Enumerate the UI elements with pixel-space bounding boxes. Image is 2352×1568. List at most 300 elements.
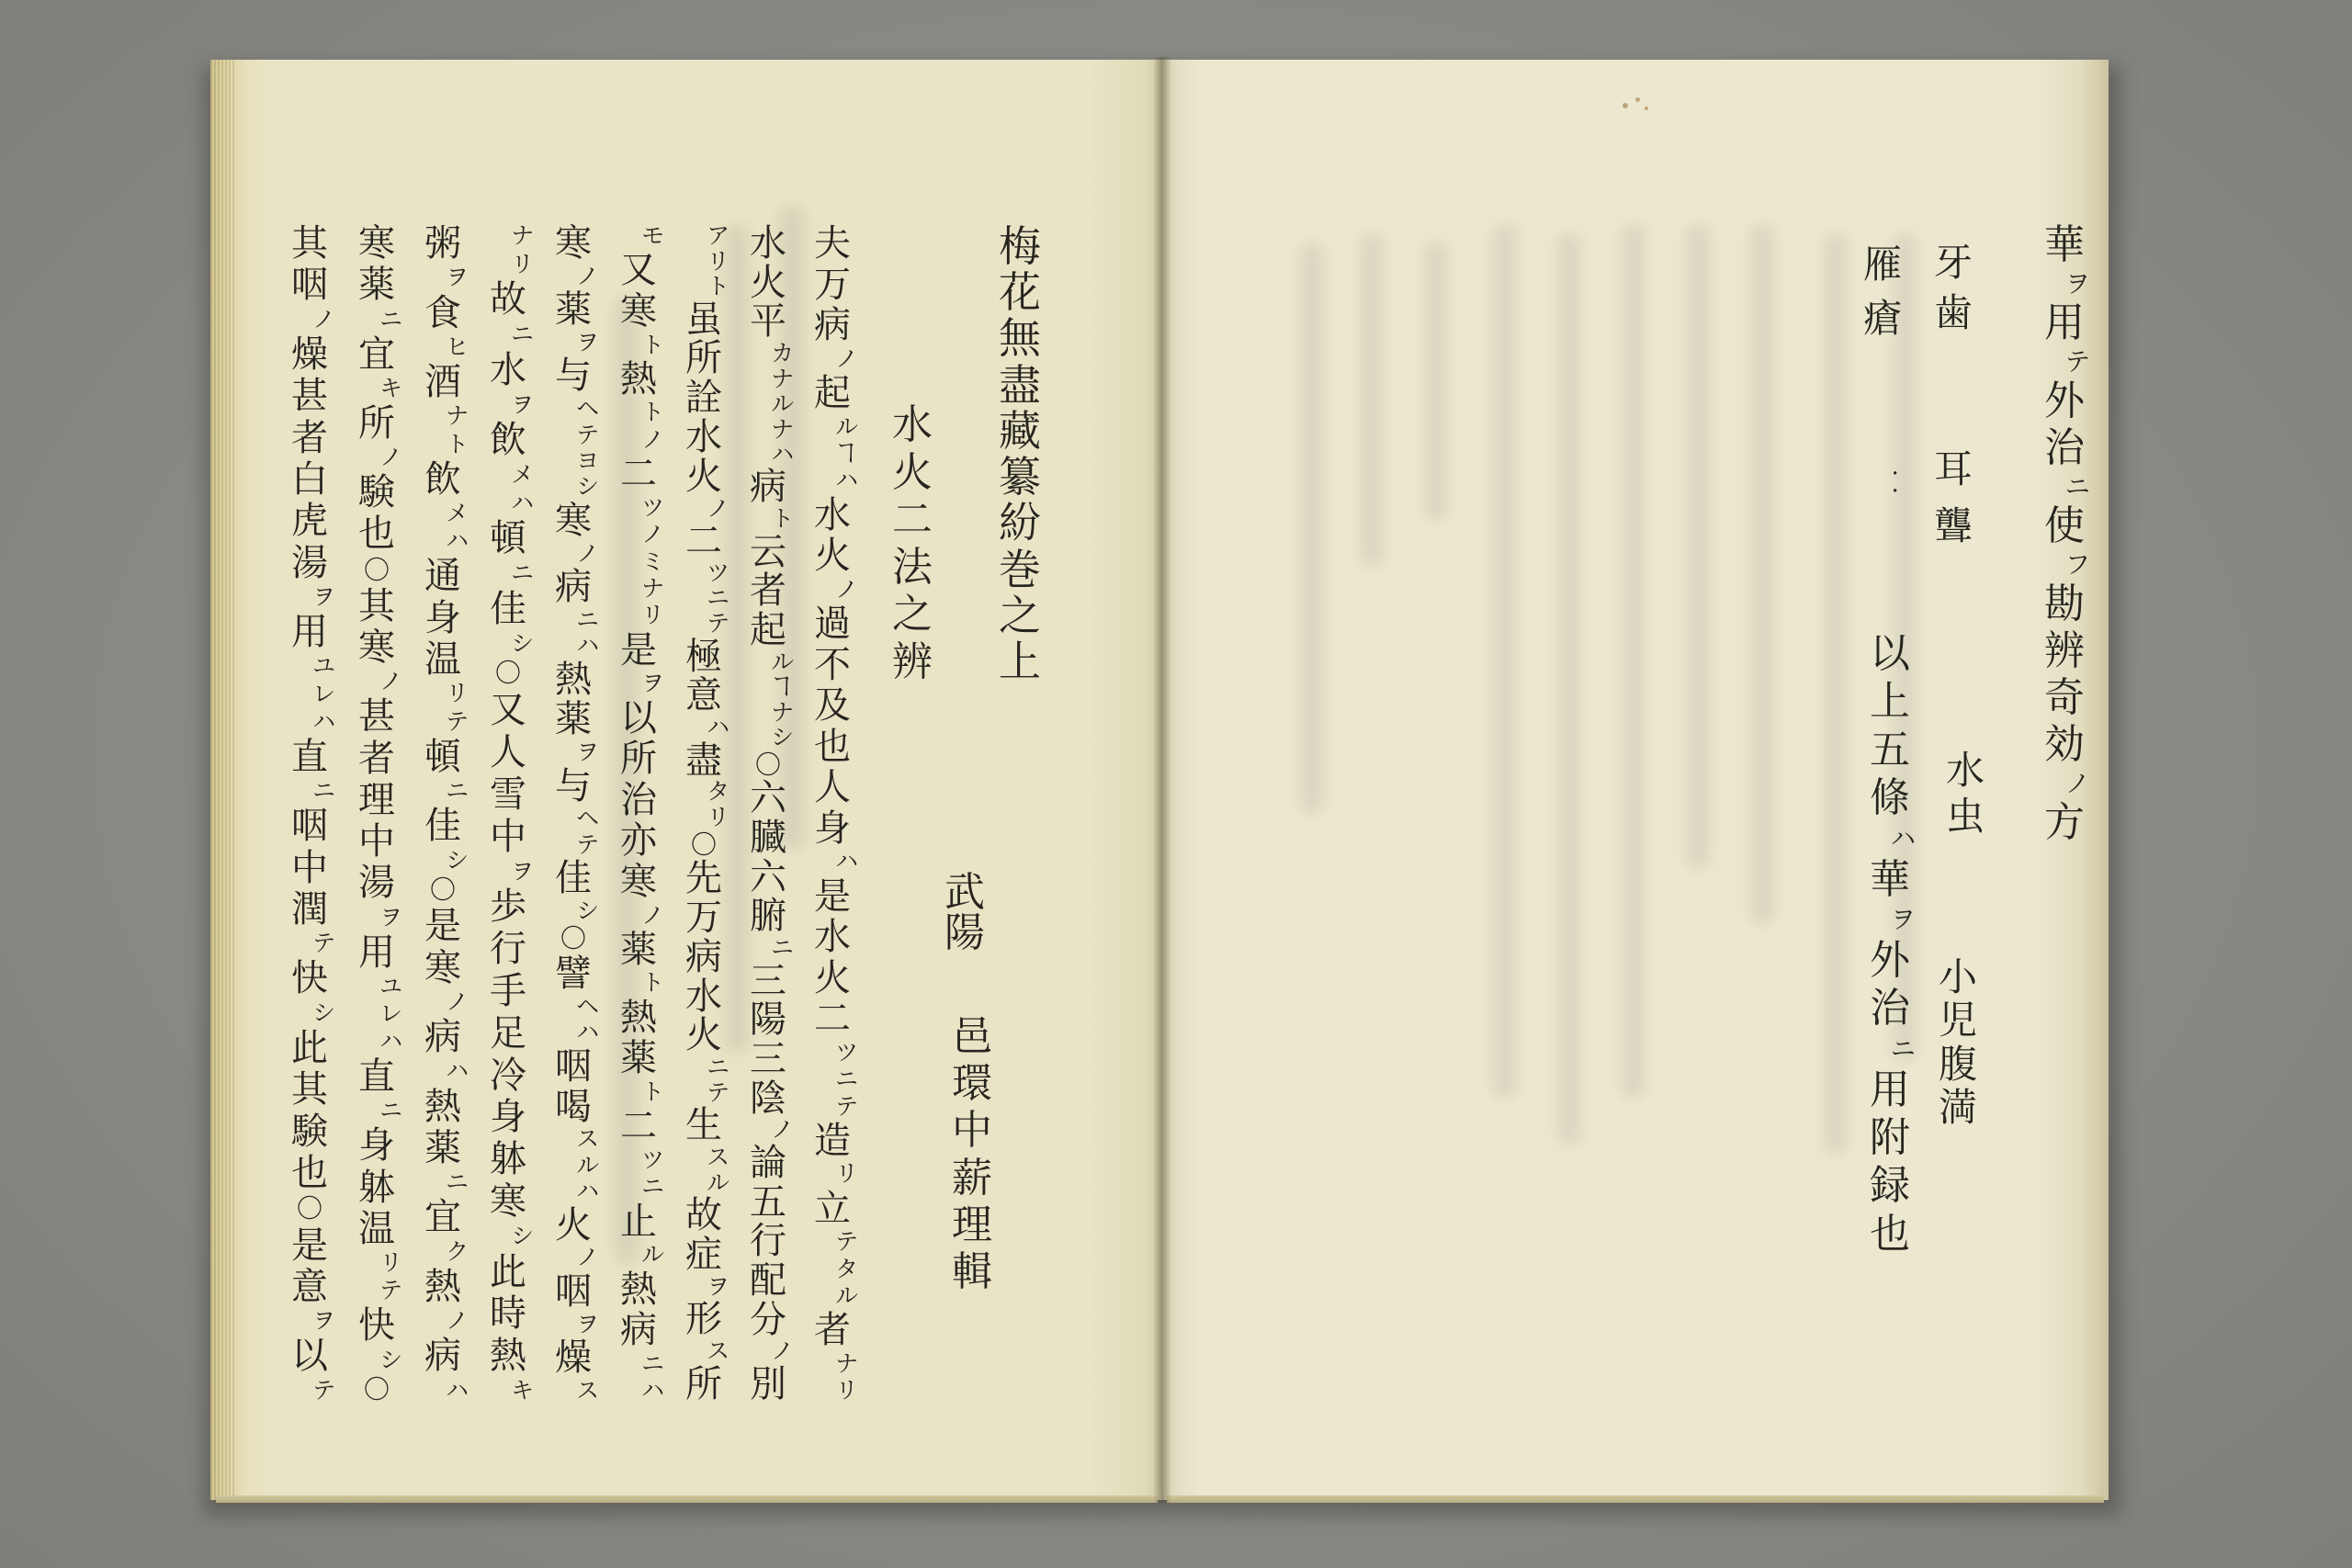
glyph: 〇 xyxy=(560,923,586,954)
glyph: 火 xyxy=(892,448,933,496)
glyph: ハ xyxy=(446,1057,469,1085)
glyph: 与 xyxy=(555,764,592,807)
contents-marks xyxy=(1849,465,1907,502)
show-through-shadow xyxy=(1493,225,1517,1098)
glyph: 形 xyxy=(685,1298,722,1341)
glyph: 〇 xyxy=(690,829,717,860)
glyph: 上 xyxy=(999,636,1041,686)
contents-item xyxy=(1924,441,1983,555)
glyph: 水 xyxy=(490,348,526,391)
glyph: 詮 xyxy=(685,377,722,420)
glyph: 飲 xyxy=(490,419,526,462)
glyph: 水 xyxy=(814,493,851,536)
glyph: ハ xyxy=(446,1376,469,1404)
glyph: タ xyxy=(835,1255,858,1282)
glyph: ヘ xyxy=(576,805,599,832)
glyph: 〇 xyxy=(363,1373,390,1404)
glyph: ノ xyxy=(446,987,469,1015)
glyph: ニ xyxy=(707,584,729,612)
glyph: 症 xyxy=(685,1233,722,1276)
body-column xyxy=(544,222,603,1404)
glyph: ナ xyxy=(771,365,794,392)
glyph: 是 xyxy=(291,1224,328,1267)
glyph: 華 xyxy=(2044,221,2085,268)
glyph: ノ xyxy=(2064,769,2090,798)
glyph: 武 xyxy=(944,869,985,916)
glyph: ヲ xyxy=(641,670,664,697)
glyph: ハ xyxy=(312,707,335,735)
glyph: 治 xyxy=(620,778,657,821)
glyph: 病 xyxy=(814,304,851,347)
glyph: 佳 xyxy=(490,587,526,630)
glyph: 立 xyxy=(814,1187,851,1230)
glyph: 佳 xyxy=(555,857,592,900)
glyph: ヿ xyxy=(835,439,858,467)
glyph: ル xyxy=(641,1241,664,1269)
glyph: 以 xyxy=(1870,630,1910,677)
show-through-shadow xyxy=(1686,225,1710,868)
glyph: 邑 xyxy=(952,1013,992,1060)
glyph: 甚 xyxy=(358,695,395,739)
glyph: 宜 xyxy=(358,333,395,376)
glyph: 躰 xyxy=(490,1138,526,1181)
glyph: ヲ xyxy=(379,903,402,931)
glyph: 熱 xyxy=(620,357,657,400)
glyph: 行 xyxy=(750,1220,786,1263)
glyph: 手 xyxy=(490,969,526,1012)
glyph: 夫 xyxy=(814,222,851,265)
glyph: 中 xyxy=(291,846,328,889)
glyph: 二 xyxy=(620,453,657,496)
glyph: ト xyxy=(641,331,664,358)
glyph: 輯 xyxy=(952,1247,992,1295)
glyph: ハ xyxy=(835,848,858,875)
glyph: 配 xyxy=(750,1258,786,1302)
glyph: 三 xyxy=(750,959,786,1002)
glyph: 雪 xyxy=(490,773,526,816)
glyph: ナ xyxy=(771,415,794,443)
show-through-shadow xyxy=(1424,243,1448,519)
glyph: 牙 xyxy=(1933,239,1973,285)
body-column xyxy=(803,222,862,1404)
glyph: 者 xyxy=(814,1309,851,1352)
glyph: 雁 xyxy=(1862,241,1902,287)
glyph: ニ xyxy=(312,777,335,805)
contents-item xyxy=(1924,237,1983,338)
glyph: ニ xyxy=(511,321,534,348)
page-bottom-edge xyxy=(216,1495,1158,1503)
author-place xyxy=(935,869,994,956)
glyph: ヲ xyxy=(707,1272,729,1300)
glyph: ス xyxy=(707,1337,729,1364)
glyph: ノ xyxy=(576,262,599,289)
glyph: ニ xyxy=(446,777,469,805)
glyph: 火 xyxy=(685,455,722,498)
glyph: 熱 xyxy=(555,658,592,701)
glyph: 二 xyxy=(814,998,851,1041)
glyph: ル xyxy=(576,1151,599,1179)
glyph: テ xyxy=(312,930,335,957)
glyph: 及 xyxy=(814,684,851,728)
body-column xyxy=(739,222,797,1405)
glyph: 所 xyxy=(685,1362,722,1405)
body-column xyxy=(479,222,537,1404)
glyph: ハ xyxy=(641,1377,664,1404)
glyph: ユ xyxy=(379,972,402,999)
glyph: 冷 xyxy=(490,1054,526,1097)
glyph: ノ xyxy=(835,344,858,372)
glyph: 火 xyxy=(814,956,851,999)
glyph: 病 xyxy=(620,1309,657,1352)
glyph: 虎 xyxy=(291,500,328,543)
glyph: ニ xyxy=(446,1168,469,1196)
glyph: 快 xyxy=(291,957,328,1000)
glyph: ハ xyxy=(707,714,729,741)
glyph: ニ xyxy=(379,305,402,333)
glyph: ハ xyxy=(446,527,469,555)
glyph: 上 xyxy=(1870,678,1910,726)
glyph: ヒ xyxy=(446,333,469,360)
glyph: シ xyxy=(446,846,469,874)
glyph: 意 xyxy=(685,674,722,717)
glyph: 咽 xyxy=(555,1044,592,1088)
glyph: 中 xyxy=(490,815,526,858)
glyph: 用 xyxy=(1870,1066,1910,1113)
glyph: 燥 xyxy=(291,333,328,376)
glyph: 二 xyxy=(892,496,933,544)
glyph: ユ xyxy=(312,652,335,680)
glyph: 中 xyxy=(358,820,395,863)
glyph: 万 xyxy=(814,263,851,306)
glyph: 喝 xyxy=(555,1085,592,1128)
glyph: 二 xyxy=(620,1105,657,1148)
glyph: 虫 xyxy=(1945,794,1984,839)
glyph: 也 xyxy=(814,725,851,768)
glyph: フ xyxy=(2064,550,2090,580)
glyph: 〇 xyxy=(429,874,456,905)
glyph: 行 xyxy=(490,928,526,971)
glyph: 佳 xyxy=(424,805,461,848)
glyph: ノ xyxy=(576,539,599,567)
glyph: 梅 xyxy=(999,221,1041,271)
glyph: ナ xyxy=(641,574,664,602)
glyph: シ xyxy=(312,998,335,1026)
glyph: 薬 xyxy=(555,698,592,741)
glyph: ・ xyxy=(1886,481,1904,502)
glyph: 頓 xyxy=(490,517,526,560)
glyph: ヲ xyxy=(576,1310,599,1337)
glyph: 又 xyxy=(620,249,657,292)
glyph: 五 xyxy=(1870,726,1910,773)
page-bottom-edge xyxy=(1167,1495,2104,1503)
glyph: 頓 xyxy=(424,735,461,778)
glyph: ク xyxy=(446,1237,469,1265)
glyph: ニ xyxy=(1890,1034,1916,1064)
glyph: ニ xyxy=(641,1173,664,1201)
glyph: 理 xyxy=(952,1201,992,1248)
glyph: ハ xyxy=(576,1178,599,1205)
glyph: ニ xyxy=(2064,472,2090,502)
glyph: 万 xyxy=(685,897,722,940)
glyph: 病 xyxy=(424,1335,461,1378)
glyph: 直 xyxy=(291,735,328,778)
glyph: 湯 xyxy=(291,541,328,584)
glyph: 〇 xyxy=(754,749,781,780)
glyph: 寒 xyxy=(555,222,592,265)
glyph: 熱 xyxy=(620,996,657,1039)
glyph: ハ xyxy=(379,1028,402,1055)
glyph: ノ xyxy=(771,1337,794,1365)
glyph: ヨ xyxy=(576,447,599,474)
glyph: 法 xyxy=(892,543,933,591)
glyph: 盡 xyxy=(999,359,1041,410)
body-column xyxy=(280,222,339,1404)
glyph: メ xyxy=(511,461,534,489)
glyph: 過 xyxy=(814,603,851,645)
contents-note xyxy=(1860,630,1919,1258)
glyph: ヲ xyxy=(511,857,534,885)
show-through-shadow xyxy=(1750,225,1774,923)
glyph: 藏 xyxy=(999,405,1041,456)
glyph: 水 xyxy=(685,975,722,1018)
glyph: ヘ xyxy=(576,395,599,423)
glyph: 六 xyxy=(750,777,786,820)
glyph: ニ xyxy=(511,559,534,587)
glyph: 酒 xyxy=(424,361,461,404)
glyph: 奇 xyxy=(2044,673,2085,721)
glyph: ナ xyxy=(511,222,534,249)
glyph: 温 xyxy=(424,638,461,682)
glyph: 身 xyxy=(358,1124,395,1168)
glyph: ナ xyxy=(771,698,794,726)
glyph: 三 xyxy=(750,1037,786,1080)
glyph: 火 xyxy=(814,535,851,578)
glyph: テ xyxy=(707,1078,729,1106)
glyph: 故 xyxy=(685,1194,722,1237)
glyph: 人 xyxy=(490,731,526,774)
glyph: 験 xyxy=(358,471,395,514)
glyph: 譬 xyxy=(555,953,592,996)
glyph: ノ xyxy=(641,425,664,453)
glyph: 児 xyxy=(1938,998,1977,1043)
glyph: 満 xyxy=(1938,1085,1977,1131)
glyph: モ xyxy=(641,222,664,249)
author-name xyxy=(943,1013,1001,1295)
glyph: 快 xyxy=(358,1304,395,1348)
glyph: シ xyxy=(576,473,599,501)
glyph: タ xyxy=(707,778,729,806)
glyph: テ xyxy=(2064,347,2090,377)
glyph: 治 xyxy=(1870,985,1910,1032)
glyph: 其 xyxy=(291,222,328,265)
glyph: ト xyxy=(446,430,469,457)
glyph: ハ xyxy=(576,1019,599,1046)
glyph: ル xyxy=(771,648,794,675)
glyph: 是 xyxy=(814,874,851,918)
glyph: 此 xyxy=(291,1026,328,1069)
glyph: 潤 xyxy=(291,887,328,931)
glyph: 火 xyxy=(685,1014,722,1057)
glyph: ヘ xyxy=(576,992,599,1020)
glyph: 水 xyxy=(814,916,851,959)
glyph: 薬 xyxy=(424,1126,461,1169)
glyph: リ xyxy=(835,1160,858,1188)
glyph: 薬 xyxy=(358,264,395,307)
glyph: 歯 xyxy=(1933,289,1973,335)
contents-item xyxy=(1936,748,1995,840)
glyph: 甚 xyxy=(291,375,328,418)
glyph: 之 xyxy=(999,590,1041,640)
glyph: キ xyxy=(511,1377,534,1404)
glyph: 病 xyxy=(685,935,722,978)
glyph: 験 xyxy=(291,1110,328,1153)
glyph: 治 xyxy=(2044,424,2085,472)
glyph: 使 xyxy=(2044,502,2085,550)
body-column xyxy=(674,222,733,1405)
glyph: 所 xyxy=(620,738,657,781)
glyph: 陰 xyxy=(750,1077,786,1120)
glyph: シ xyxy=(511,629,534,657)
glyph: 薬 xyxy=(620,928,657,971)
glyph: 其 xyxy=(358,584,395,627)
glyph: ノ xyxy=(641,521,664,548)
glyph: ノ xyxy=(771,1116,794,1144)
glyph: ト xyxy=(641,399,664,426)
glyph: 又 xyxy=(490,689,526,732)
glyph: 薬 xyxy=(620,1037,657,1080)
glyph: 華 xyxy=(1870,855,1910,903)
glyph: 纂 xyxy=(999,452,1041,502)
glyph: 寒 xyxy=(490,1180,526,1224)
glyph: リ xyxy=(446,680,469,707)
glyph: ・ xyxy=(1886,465,1904,484)
glyph: 別 xyxy=(750,1362,786,1405)
show-through-shadow xyxy=(1360,234,1384,565)
glyph: 辨 xyxy=(892,637,933,685)
glyph: 寒 xyxy=(620,860,657,903)
glyph: ハ xyxy=(576,632,599,660)
glyph: メ xyxy=(446,500,469,527)
glyph: 云 xyxy=(750,530,786,573)
glyph: 者 xyxy=(750,570,786,613)
glyph: 也 xyxy=(1870,1210,1910,1258)
glyph: シ xyxy=(379,1346,402,1373)
glyph: リ xyxy=(641,602,664,629)
glyph: 造 xyxy=(814,1119,851,1162)
glyph: 紛 xyxy=(999,498,1041,548)
glyph: ス xyxy=(576,1376,599,1404)
glyph: ツ xyxy=(835,1038,858,1066)
glyph: 寒 xyxy=(555,499,592,542)
glyph: ツ xyxy=(641,1145,664,1173)
glyph: 方 xyxy=(2044,798,2085,846)
glyph: 火 xyxy=(750,261,786,304)
glyph: 其 xyxy=(291,1068,328,1111)
glyph: 理 xyxy=(358,778,395,821)
glyph: ハ xyxy=(511,489,534,516)
glyph: 歩 xyxy=(490,886,526,929)
glyph: テ xyxy=(707,609,729,637)
glyph: 起 xyxy=(750,609,786,652)
glyph: ニ xyxy=(771,934,794,962)
glyph: ナ xyxy=(835,1349,858,1377)
glyph: 〇 xyxy=(296,1193,322,1224)
glyph: リ xyxy=(707,803,729,830)
glyph: 六 xyxy=(750,855,786,898)
glyph: 者 xyxy=(358,737,395,780)
glyph: 瘡 xyxy=(1862,295,1902,341)
paper-stain xyxy=(1635,97,1640,102)
glyph: ニ xyxy=(576,605,599,633)
glyph: テ xyxy=(379,1277,402,1304)
glyph: 咽 xyxy=(291,805,328,848)
glyph: 寒 xyxy=(358,626,395,670)
glyph: シ xyxy=(511,1222,534,1249)
glyph: ノ xyxy=(312,305,335,333)
contents-item xyxy=(1853,237,1912,345)
page-stack-edge xyxy=(210,60,234,1500)
glyph: レ xyxy=(379,1000,402,1028)
glyph: ミ xyxy=(641,547,664,575)
glyph: 以 xyxy=(291,1335,328,1378)
contents-item xyxy=(1928,955,1987,1130)
glyph: 宜 xyxy=(424,1196,461,1239)
paper-stain xyxy=(1623,103,1628,108)
glyph: キ xyxy=(379,374,402,401)
glyph: 白 xyxy=(291,457,328,501)
glyph: 水 xyxy=(750,222,786,265)
glyph: ス xyxy=(576,1125,599,1153)
glyph: 中 xyxy=(952,1107,992,1155)
glyph: ス xyxy=(707,1144,729,1170)
glyph: シ xyxy=(771,724,794,751)
glyph: 陽 xyxy=(750,998,786,1042)
contents-heading xyxy=(2035,221,2094,846)
glyph: 時 xyxy=(490,1292,526,1336)
glyph: 粥 xyxy=(424,222,461,265)
glyph: 不 xyxy=(814,643,851,686)
glyph: ア xyxy=(707,222,729,249)
glyph: ト xyxy=(641,1078,664,1106)
glyph: 効 xyxy=(2044,720,2085,768)
glyph: 食 xyxy=(424,291,461,334)
glyph: ツ xyxy=(707,558,729,586)
glyph: 身 xyxy=(814,807,851,850)
glyph: リ xyxy=(707,247,729,275)
glyph: ノ xyxy=(835,575,858,603)
glyph: ヲ xyxy=(312,582,335,610)
glyph: テ xyxy=(312,1376,335,1404)
glyph: 寒 xyxy=(358,222,395,265)
glyph: ナ xyxy=(446,402,469,430)
glyph: 小 xyxy=(1938,953,1977,999)
glyph: 水 xyxy=(1945,748,1984,793)
glyph: 意 xyxy=(291,1266,328,1308)
book-title xyxy=(990,221,1049,686)
glyph: 條 xyxy=(1870,774,1910,822)
glyph: ハ xyxy=(771,441,794,468)
glyph: テ xyxy=(576,421,599,448)
glyph: 録 xyxy=(1870,1162,1910,1210)
glyph: テ xyxy=(446,707,469,735)
glyph: 熱 xyxy=(424,1265,461,1308)
glyph: 病 xyxy=(750,466,786,509)
glyph: ツ xyxy=(641,493,664,521)
glyph: 所 xyxy=(685,337,722,380)
glyph: 外 xyxy=(2044,378,2085,425)
glyph: 病 xyxy=(555,566,592,609)
show-through-shadow xyxy=(1300,243,1324,813)
